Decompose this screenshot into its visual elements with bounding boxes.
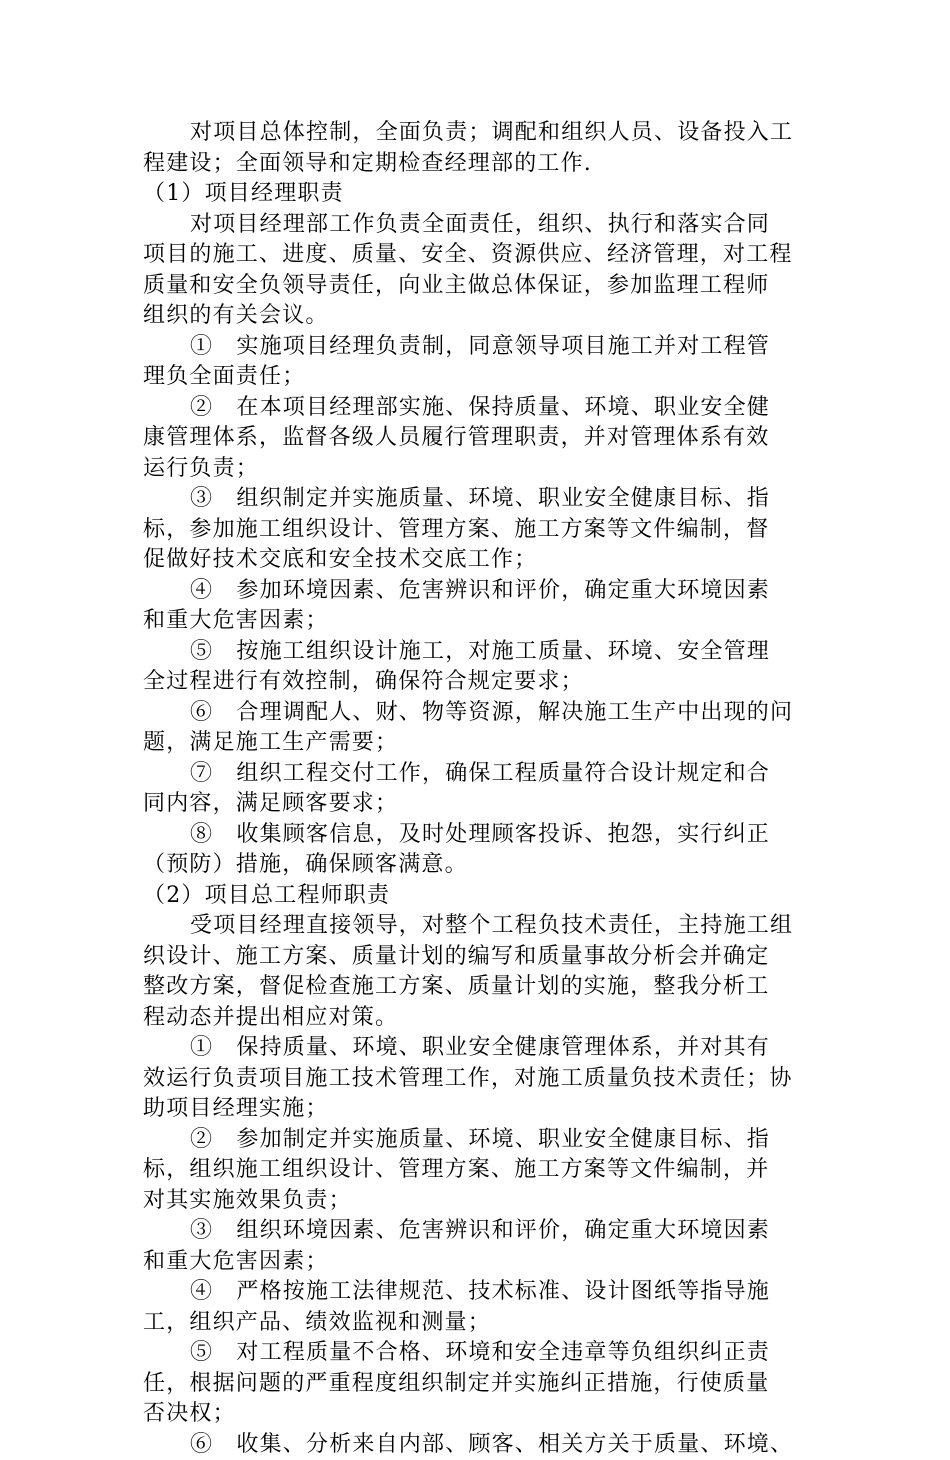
- text-line: 工，组织产品、绩效监视和测量；: [143, 1308, 810, 1339]
- text-line: 任，根据问题的严重程度组织制定并实施纠正措施，行使质量: [143, 1369, 810, 1400]
- text-line: 标，参加施工组织设计、管理方案、施工方案等文件编制，督: [143, 515, 810, 546]
- text-line: 理负全面责任；: [143, 362, 810, 393]
- list-item: ⑤ 按施工组织设计施工，对施工质量、环境、安全管理: [143, 637, 810, 668]
- list-item: ⑤ 对工程质量不合格、环境和安全违章等负组织纠正责: [143, 1338, 810, 1369]
- section-heading: （2）项目总工程师职责: [143, 881, 810, 912]
- list-item: ⑦ 组织工程交付工作，确保工程质量符合设计规定和合: [143, 759, 810, 790]
- text-line: 效运行负责项目施工技术管理工作，对施工质量负技术责任；协: [143, 1064, 810, 1095]
- text-line: 对项目总体控制，全面负责；调配和组织人员、设备投入工: [143, 118, 810, 149]
- text-line: 全过程进行有效控制，确保符合规定要求；: [143, 667, 810, 698]
- text-line: 助项目经理实施；: [143, 1094, 810, 1125]
- list-item: ② 参加制定并实施质量、环境、职业安全健康目标、指: [143, 1125, 810, 1156]
- text-line: 题，满足施工生产需要；: [143, 728, 810, 759]
- text-line: 整改方案，督促检查施工方案、质量计划的实施，整我分析工: [143, 972, 810, 1003]
- text-line: 标，组织施工组织设计、管理方案、施工方案等文件编制，并: [143, 1155, 810, 1186]
- text-line: （预防）措施，确保顾客满意。: [143, 850, 810, 881]
- text-line: 否决权；: [143, 1399, 810, 1430]
- text-line: 项目的施工、进度、质量、安全、资源供应、经济管理，对工程: [143, 240, 810, 271]
- text-line: 和重大危害因素；: [143, 606, 810, 637]
- list-item: ⑥ 收集、分析来自内部、顾客、相关方关于质量、环境、: [143, 1430, 810, 1460]
- text-line: 质量和安全负领导责任，向业主做总体保证，参加监理工程师: [143, 271, 810, 302]
- section-heading: （1）项目经理职责: [143, 179, 810, 210]
- text-line: 受项目经理直接领导，对整个工程负技术责任，主持施工组: [143, 911, 810, 942]
- text-line: 对其实施效果负责；: [143, 1186, 810, 1217]
- list-item: ① 实施项目经理负责制，同意领导项目施工并对工程管: [143, 332, 810, 363]
- text-line: 和重大危害因素；: [143, 1247, 810, 1278]
- list-item: ⑧ 收集顾客信息，及时处理顾客投诉、抱怨，实行纠正: [143, 820, 810, 851]
- text-line: 织设计、施工方案、质量计划的编写和质量事故分析会并确定: [143, 942, 810, 973]
- text-line: 程动态并提出相应对策。: [143, 1003, 810, 1034]
- list-item: ③ 组织制定并实施质量、环境、职业安全健康目标、指: [143, 484, 810, 515]
- text-line: 同内容，满足顾客要求；: [143, 789, 810, 820]
- list-item: ③ 组织环境因素、危害辨识和评价，确定重大环境因素: [143, 1216, 810, 1247]
- list-item: ④ 参加环境因素、危害辨识和评价，确定重大环境因素: [143, 576, 810, 607]
- text-line: 康管理体系，监督各级人员履行管理职责，并对管理体系有效: [143, 423, 810, 454]
- list-item: ① 保持质量、环境、职业安全健康管理体系，并对其有: [143, 1033, 810, 1064]
- text-line: 对项目经理部工作负责全面责任，组织、执行和落实合同: [143, 210, 810, 241]
- list-item: ⑥ 合理调配人、财、物等资源，解决施工生产中出现的问: [143, 698, 810, 729]
- list-item: ② 在本项目经理部实施、保持质量、环境、职业安全健: [143, 393, 810, 424]
- text-line: 运行负责；: [143, 454, 810, 485]
- text-line: 促做好技术交底和安全技术交底工作；: [143, 545, 810, 576]
- text-line: 组织的有关会议。: [143, 301, 810, 332]
- list-item: ④ 严格按施工法律规范、技术标准、设计图纸等指导施: [143, 1277, 810, 1308]
- text-line: 程建设；全面领导和定期检查经理部的工作.: [143, 149, 810, 180]
